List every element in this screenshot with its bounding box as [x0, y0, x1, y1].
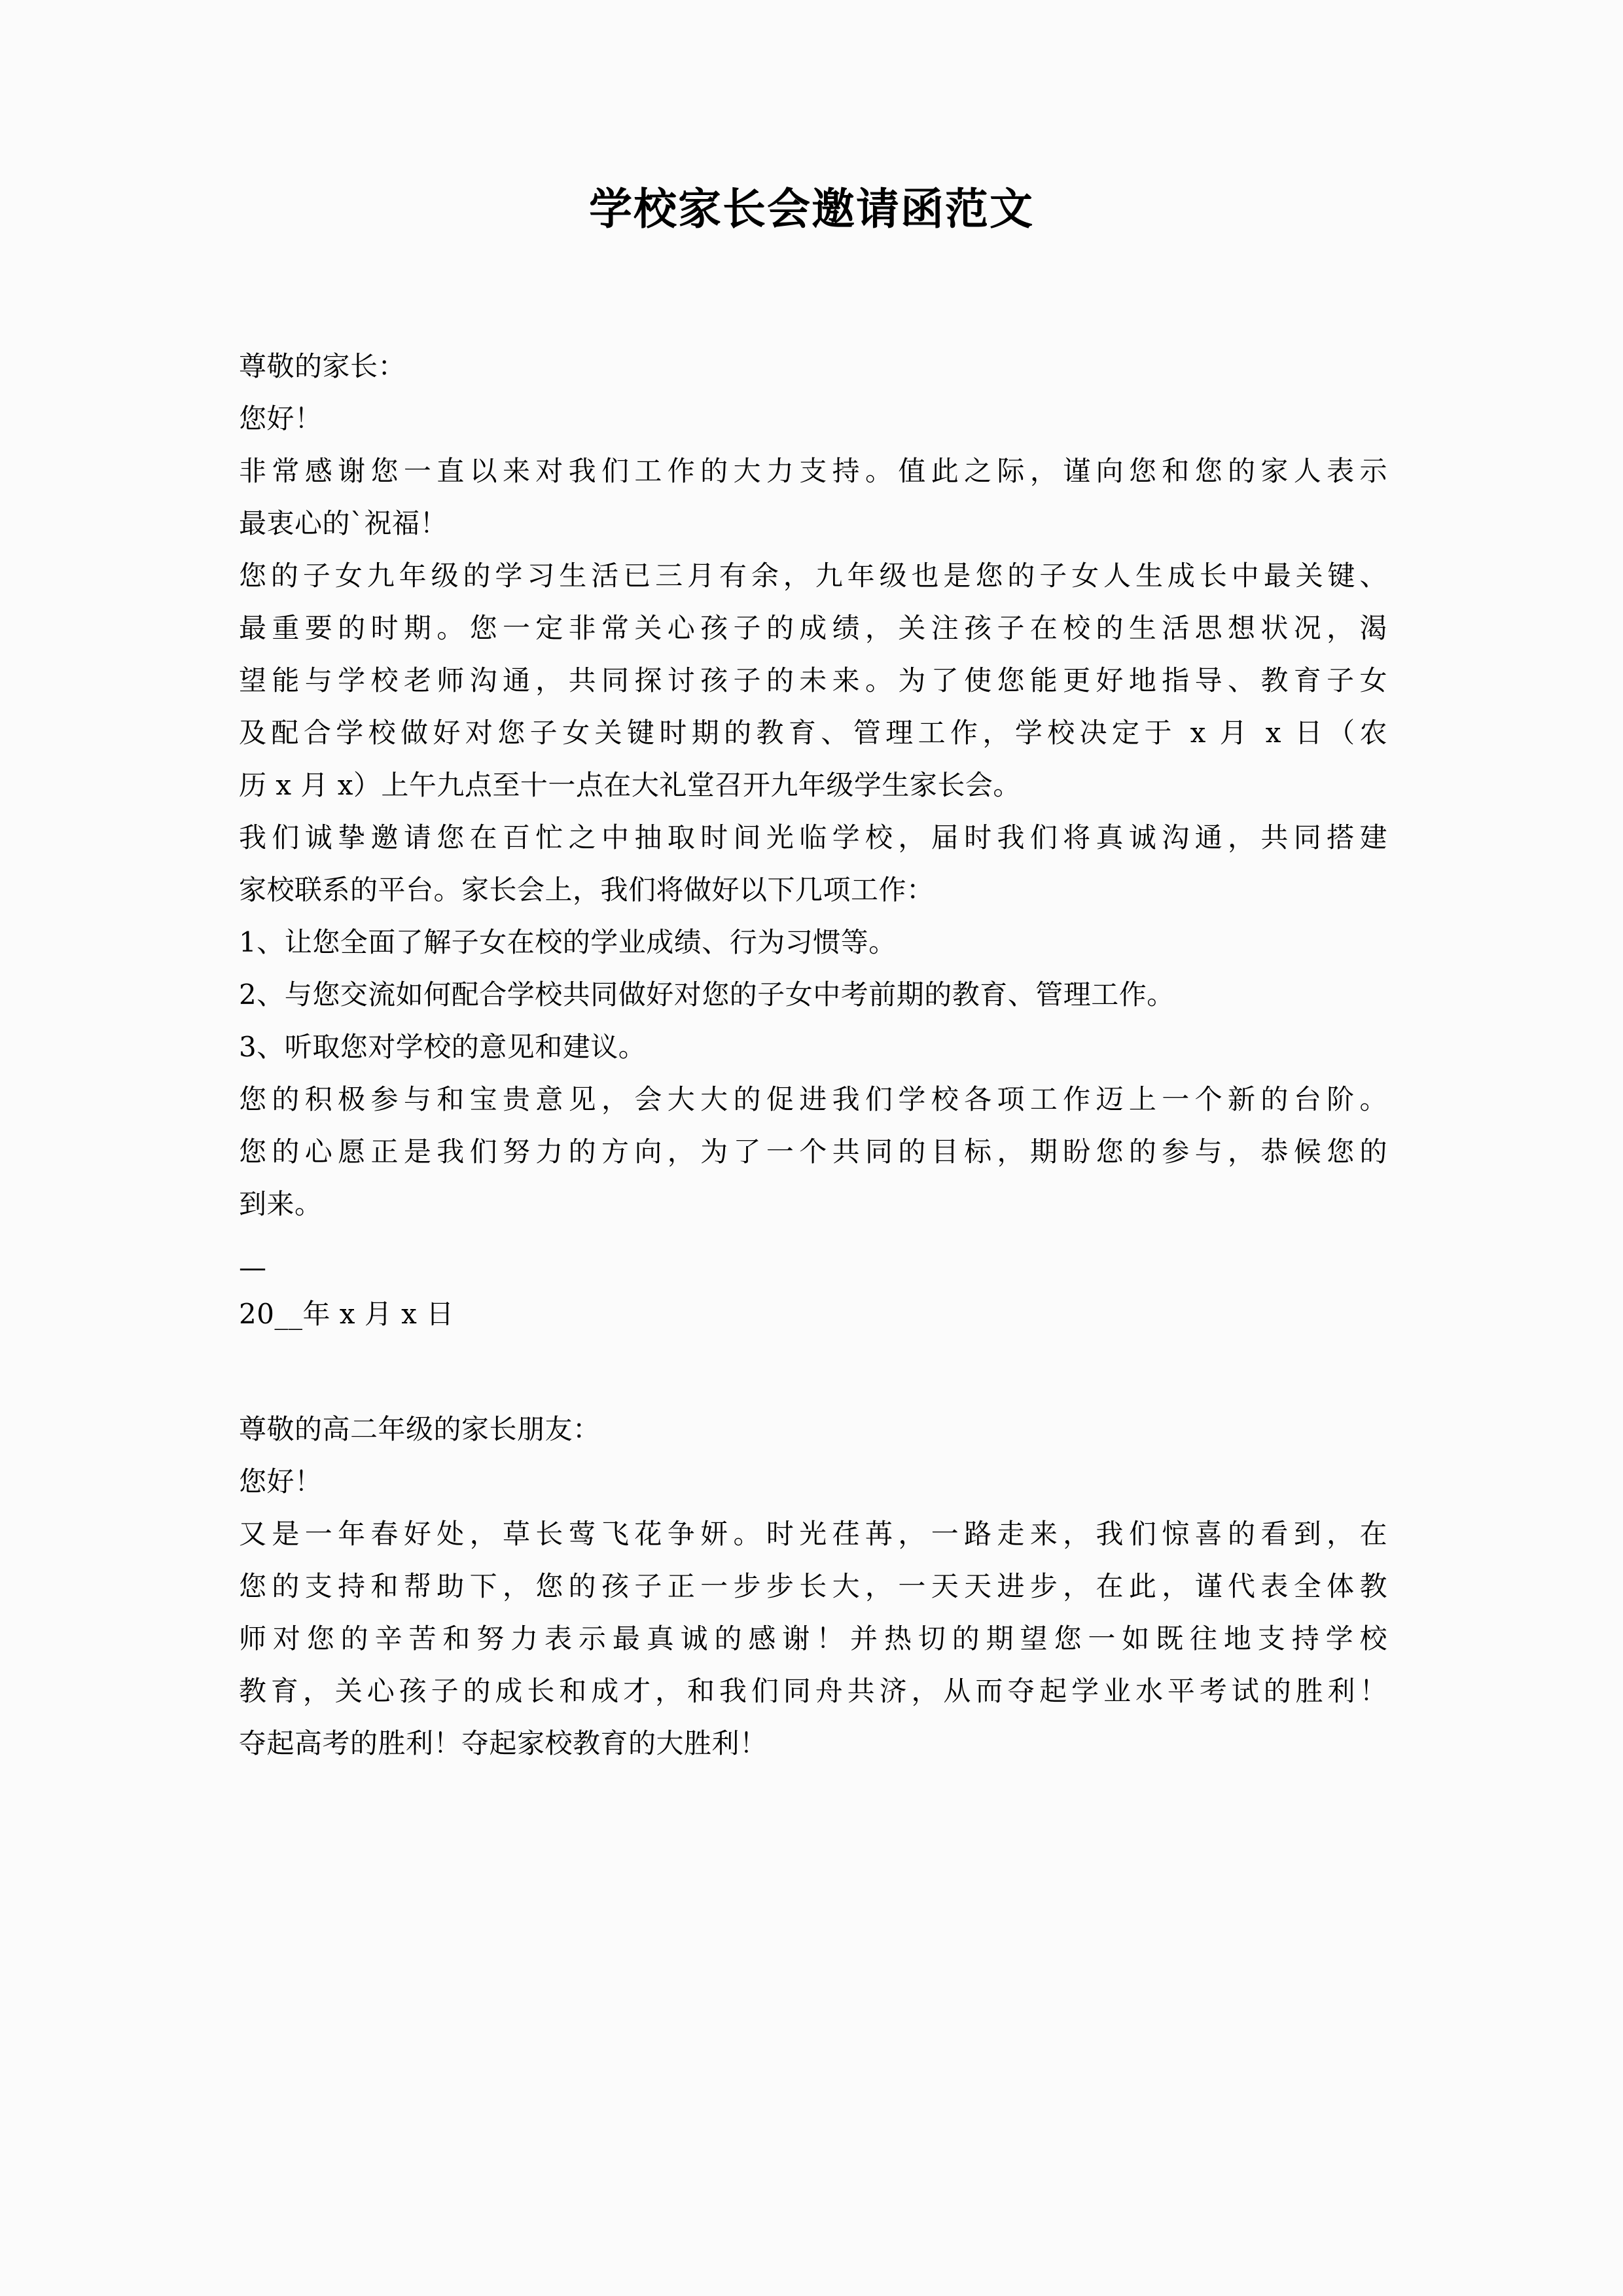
letter2-greeting: 您好！	[239, 1465, 323, 1498]
letter2-paragraph1-line1: 又是一年春好处，草长莺飞花争妍。时光荏苒，一路走来，我们惊喜的看到，在	[239, 1518, 1387, 1550]
letter1-paragraph2-line5: 历 x 月 x）上午九点至十一点在大礼堂召开九年级学生家长会。	[239, 769, 1021, 801]
letter1-paragraph2-line4: 及配合学校做好对您子女关键时期的教育、管理工作，学校决定于 x 月 x 日（农	[239, 717, 1387, 749]
letter1-list-item-1: 1、让您全面了解子女在校的学业成绩、行为习惯等。	[239, 926, 897, 958]
letter1-date: 20__年 x 月 x 日	[239, 1298, 454, 1330]
letter1-list-item-2: 2、与您交流如何配合学校共同做好对您的子女中考前期的教育、管理工作。	[239, 978, 1175, 1011]
letter1-paragraph1-line1: 非常感谢您一直以来对我们工作的大力支持。值此之际，谨向您和您的家人表示	[239, 455, 1387, 487]
letter2-paragraph1-line5: 夺起高考的胜利！夺起家校教育的大胜利！	[239, 1727, 768, 1759]
letter1-paragraph4-line3: 到来。	[239, 1188, 323, 1220]
letter2-paragraph1-line3: 师对您的辛苦和努力表示最真诚的感谢！并热切的期望您一如既往地支持学校	[239, 1623, 1387, 1655]
letter1-paragraph2-line2: 最重要的时期。您一定非常关心孩子的成绩，关注孩子在校的生活思想状况，渴	[239, 612, 1387, 644]
letter1-paragraph2-line1: 您的子女九年级的学习生活已三月有余，九年级也是您的子女人生成长中最关键、	[239, 560, 1387, 592]
letter2-salutation: 尊敬的高二年级的家长朋友：	[239, 1413, 601, 1445]
document-body	[239, 340, 1387, 1770]
page-title: 学校家长会邀请函范文	[589, 183, 1034, 234]
letter1-list-item-3: 3、听取您对学校的意见和建议。	[239, 1031, 647, 1063]
spacer-before-signature	[239, 1230, 1387, 1247]
letter1-greeting: 您好！	[239, 403, 323, 435]
letter2-paragraph1-line2: 您的支持和帮助下，您的孩子正一步步长大，一天天进步，在此，谨代表全体教	[239, 1570, 1387, 1602]
letter1-paragraph4-line1: 您的积极参与和宝贵意见，会大大的促进我们学校各项工作迈上一个新的台阶。	[239, 1083, 1387, 1115]
signature-rule: —	[239, 1251, 266, 1283]
letter1-paragraph4-line2: 您的心愿正是我们努力的方向，为了一个共同的目标，期盼您的参与，恭候您的	[239, 1136, 1387, 1168]
letter1-paragraph1-line2: 最衷心的`祝福！	[239, 507, 448, 539]
letter2-paragraph1-line4: 教育，关心孩子的成长和成才，和我们同舟共济，从而夺起学业水平考试的胜利！	[239, 1675, 1387, 1707]
spacer-between-letters	[239, 1340, 1387, 1403]
letter1-paragraph2-line3: 望能与学校老师沟通，共同探讨孩子的未来。为了使您能更好地指导、教育子女	[239, 664, 1387, 696]
letter1-salutation: 尊敬的家长：	[239, 350, 406, 382]
letter1-paragraph3-line1: 我们诚挚邀请您在百忙之中抽取时间光临学校，届时我们将真诚沟通，共同搭建	[239, 821, 1387, 853]
letter1-paragraph3-line2: 家校联系的平台。家长会上，我们将做好以下几项工作：	[239, 874, 935, 906]
